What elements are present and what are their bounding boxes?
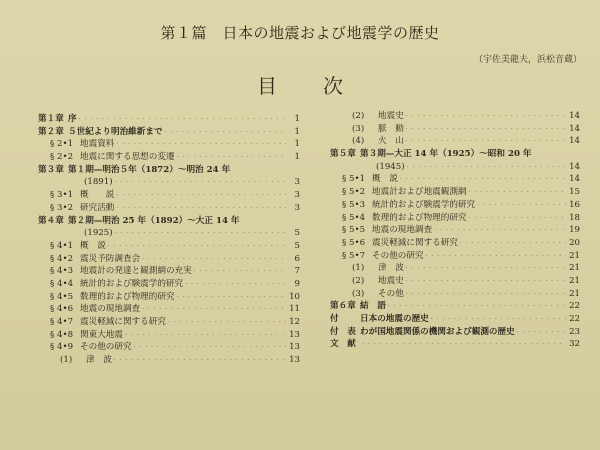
toc-entry-page: 21 (569, 288, 580, 299)
leader-dots (125, 329, 286, 343)
toc-entry-number: 付 (330, 314, 339, 324)
toc-entry-number: § 4•7 (50, 317, 74, 327)
toc-entry-title: 脈 動 (378, 123, 404, 134)
toc-entry-number: § 3•2 (50, 202, 74, 213)
leader-dots (185, 278, 286, 292)
toc-entry-number: § 3•1 (50, 190, 74, 201)
part-title: 第１篇 日本の地震および地震学の歴史 (160, 24, 440, 42)
toc-entry-title: わが国地震関係の機関および観測の歴史 (360, 326, 515, 337)
toc-entry-title: 地震計および地震観測網 (372, 187, 467, 198)
toc-entry (330, 110, 580, 123)
toc-entry (330, 148, 580, 161)
toc-entry (330, 199, 580, 212)
toc-entry (38, 164, 300, 177)
toc-entry-number: § 4•2 (50, 253, 74, 264)
toc-entry-title: 地震に関する思想の変遷 (80, 152, 175, 163)
toc-entry-page: 18 (569, 212, 580, 223)
toc-right-column (330, 110, 580, 351)
toc-entry-page: 32 (569, 339, 580, 350)
toc-entry (330, 212, 580, 225)
toc-entry (330, 275, 580, 288)
toc-entry-page: 1 (294, 114, 300, 124)
toc-entry (330, 262, 580, 275)
toc-entry-number: § 5•1 (342, 174, 366, 185)
leader-dots (108, 240, 286, 254)
toc-entry (38, 151, 300, 164)
toc-entry-page: 22 (569, 301, 580, 312)
leader-dots (115, 176, 286, 190)
toc-entry (38, 240, 300, 253)
toc-entry-number: 第２章 (38, 126, 64, 137)
toc-entry-number: 文 献 (330, 339, 356, 350)
leader-dots (469, 212, 566, 226)
toc-entry-title: 研究活動 (80, 202, 115, 213)
toc-entry-title: 地震史 (378, 275, 404, 286)
toc-entry (38, 291, 300, 304)
toc-entry (38, 138, 300, 151)
leader-dots (460, 237, 566, 251)
toc-entry (38, 341, 300, 354)
toc-entry-number: (2) (352, 275, 365, 286)
toc-entry-number: § 2•1 (50, 139, 74, 150)
leader-dots (406, 275, 566, 289)
toc-entry-title: 地震の現地調査 (372, 225, 433, 236)
toc-entry-page: 14 (569, 136, 580, 147)
toc-entry-title: 震災軽減に関する研究 (80, 317, 166, 327)
leader-dots (407, 161, 566, 175)
toc-entry (330, 186, 580, 199)
toc-entry (330, 173, 580, 186)
toc-entry-title: 概 説 (80, 190, 115, 201)
toc-entry (38, 176, 300, 189)
toc-entry-page: 13 (289, 342, 300, 353)
toc-entry-number: 第５章 (330, 149, 356, 160)
leader-dots (434, 224, 566, 238)
toc-entry-page: 10 (289, 291, 300, 302)
leader-dots (116, 189, 286, 203)
toc-entry-page: 23 (569, 326, 580, 337)
toc-entry (38, 113, 300, 126)
leader-dots (177, 291, 286, 305)
leader-dots (406, 288, 566, 302)
toc-entry-number: (1) (60, 355, 73, 366)
toc-entry-number: § 4•5 (50, 291, 74, 302)
toc-entry-title: 統計的および験震学的研究 (80, 278, 184, 289)
toc-entry-title: 概 説 (80, 240, 106, 251)
toc-entry-title: 震災予防調査会 (80, 253, 141, 264)
leader-dots (406, 123, 566, 137)
toc-entry-page: 19 (569, 225, 580, 236)
toc-entry (330, 224, 580, 237)
toc-entry-title: その他の研究 (80, 342, 132, 353)
toc-entry-page: 20 (569, 237, 580, 248)
toc-entry-title: 数理的および物理的研究 (372, 212, 467, 223)
toc-entry (330, 338, 580, 351)
toc-entry-page: 5 (294, 228, 300, 239)
leader-dots (115, 227, 286, 241)
toc-entry (38, 278, 300, 291)
leader-dots (388, 300, 566, 314)
toc-entry-page: 14 (569, 123, 580, 134)
leader-dots (142, 303, 286, 317)
toc-entry-page: 21 (569, 275, 580, 286)
leader-dots (431, 313, 566, 327)
toc-entry (38, 227, 300, 240)
toc-entry-page: 16 (569, 199, 580, 210)
toc-entry-page: 12 (289, 317, 300, 327)
toc-entry (330, 326, 580, 339)
toc-entry (38, 316, 300, 329)
leader-dots (517, 326, 566, 340)
toc-entry-number: (1) (352, 263, 365, 274)
toc-entry-number: § 4•1 (50, 240, 74, 251)
toc-entry-number: 第１章 (38, 114, 64, 124)
toc-entry-title: 第２期—明治 25 年（1892）～大正 14 年 (68, 215, 240, 226)
toc-entry (38, 215, 300, 228)
leader-dots (406, 262, 566, 276)
toc-entry (330, 161, 580, 174)
toc-entry-number: § 5•3 (342, 199, 366, 210)
toc-entry (38, 253, 300, 266)
toc-entry (330, 237, 580, 250)
toc-entry-page: 7 (294, 266, 300, 277)
toc-entry-title: 地震計の発達と観測網の充実 (80, 266, 192, 277)
toc-entry-title: 関東大地震 (80, 329, 123, 340)
toc-entry-title: 結 語 (360, 301, 386, 312)
leader-dots (114, 354, 286, 368)
toc-entry-page: 1 (294, 126, 300, 137)
toc-entry-number: § 5•7 (342, 250, 366, 261)
toc-entry-page: 3 (294, 190, 300, 201)
leader-dots (469, 186, 566, 200)
toc-entry-page: 9 (294, 278, 300, 289)
toc-entry-title: 概 説 (372, 174, 398, 185)
leader-dots (116, 202, 286, 216)
toc-entry-number: § 4•8 (50, 329, 74, 340)
toc-entry (38, 126, 300, 139)
toc-entry-page: 14 (569, 161, 580, 172)
leader-dots (477, 199, 566, 213)
toc-entry-page: 3 (294, 177, 300, 188)
toc-entry-number: (3) (352, 288, 365, 299)
toc-entry-title: (1891) (84, 177, 113, 188)
toc-entry (38, 354, 300, 367)
toc-entry-title: (1925) (84, 228, 113, 239)
toc-entry-page: 5 (294, 240, 300, 251)
leader-dots (426, 250, 566, 264)
toc-entry-title: 地震史 (378, 111, 404, 121)
toc-entry-page: 13 (289, 329, 300, 340)
toc-entry (38, 189, 300, 202)
toc-entry-title: 日本の地震の歴史 (360, 314, 429, 324)
toc-entry-number: (4) (352, 136, 365, 147)
toc-entry-page: 21 (569, 250, 580, 261)
toc-entry-title: 数理的および物理的研究 (80, 291, 175, 302)
toc-entry-title: 地震資料 (80, 139, 115, 150)
toc-entry-title: 震災軽減に関する研究 (372, 237, 458, 248)
toc-entry (38, 303, 300, 316)
leader-dots (400, 173, 566, 187)
toc-entry (330, 250, 580, 263)
leader-dots (177, 151, 286, 165)
leader-dots (406, 110, 566, 124)
leader-dots (134, 341, 286, 355)
toc-entry-page: 15 (569, 187, 580, 198)
toc-entry-number: § 4•4 (50, 278, 74, 289)
toc-entry-title: ５世紀より明治維新まで (68, 126, 163, 137)
leader-dots (142, 253, 286, 267)
toc-entry-page: 1 (294, 152, 300, 163)
toc-entry-title: 火 山 (378, 136, 404, 147)
toc-entry-number: 第３章 (38, 164, 64, 175)
toc-entry-title: その他の研究 (372, 250, 424, 261)
toc-entry-title: その他 (378, 288, 404, 299)
toc-entry-number: § 5•6 (342, 237, 366, 248)
leader-dots (168, 316, 286, 330)
toc-entry-page: 6 (294, 253, 300, 264)
toc-entry-number: § 5•5 (342, 225, 366, 236)
leader-dots (406, 135, 566, 149)
toc-entry-page: 14 (569, 111, 580, 121)
toc-entry-number: 第４章 (38, 215, 64, 226)
toc-entry (330, 288, 580, 301)
toc-entry-number: § 5•4 (342, 212, 366, 223)
leader-dots (362, 338, 566, 352)
leader-dots (79, 113, 286, 127)
toc-entry-page: 1 (294, 139, 300, 150)
toc-entry-title: 序 (68, 114, 77, 124)
toc-entry (330, 123, 580, 136)
toc-entry-number: § 2•2 (50, 152, 74, 163)
toc-entry (330, 135, 580, 148)
toc-entry (38, 329, 300, 342)
toc-entry-title: 統計的および験震学的研究 (372, 199, 476, 210)
toc-entry-title: (1945) (376, 161, 405, 172)
toc-left-column (38, 113, 300, 367)
toc-entry-page: 11 (289, 304, 300, 315)
toc-entry-number: § 4•9 (50, 342, 74, 353)
toc-entry-title: 津 波 (86, 355, 112, 366)
authors: （宇佐美龍夫，浜松音蔵） (473, 55, 582, 65)
leader-dots (194, 265, 286, 279)
toc-entry-number: § 4•3 (50, 266, 74, 277)
leader-dots (116, 138, 286, 152)
toc-entry-number: § 4•6 (50, 304, 74, 315)
toc-entry-number: § 5•2 (342, 187, 366, 198)
toc-entry-page: 14 (569, 174, 580, 185)
toc-entry-number: 第６章 (330, 301, 356, 312)
toc-entry (330, 313, 580, 326)
leader-dots (165, 126, 286, 140)
toc-entry-number: (2) (352, 111, 365, 121)
toc-entry (330, 300, 580, 313)
toc-heading: 目次 (257, 74, 389, 98)
toc-entry-title: 地震の現地調査 (80, 304, 141, 315)
toc-entry-title: 津 波 (378, 263, 404, 274)
toc-entry-page: 13 (289, 355, 300, 366)
toc-entry-page: 21 (569, 263, 580, 274)
toc-entry-number: 付 表 (330, 326, 356, 337)
toc-entry-page: 3 (294, 202, 300, 213)
toc-entry (38, 265, 300, 278)
toc-entry-number: (3) (352, 123, 365, 134)
toc-entry-title: 第１期—明治５年（1872）～明治 24 年 (68, 164, 231, 175)
toc-entry (38, 202, 300, 215)
toc-entry-page: 22 (569, 314, 580, 324)
toc-entry-title: 第３期—大正 14 年（1925）～昭和 20 年 (360, 149, 532, 160)
